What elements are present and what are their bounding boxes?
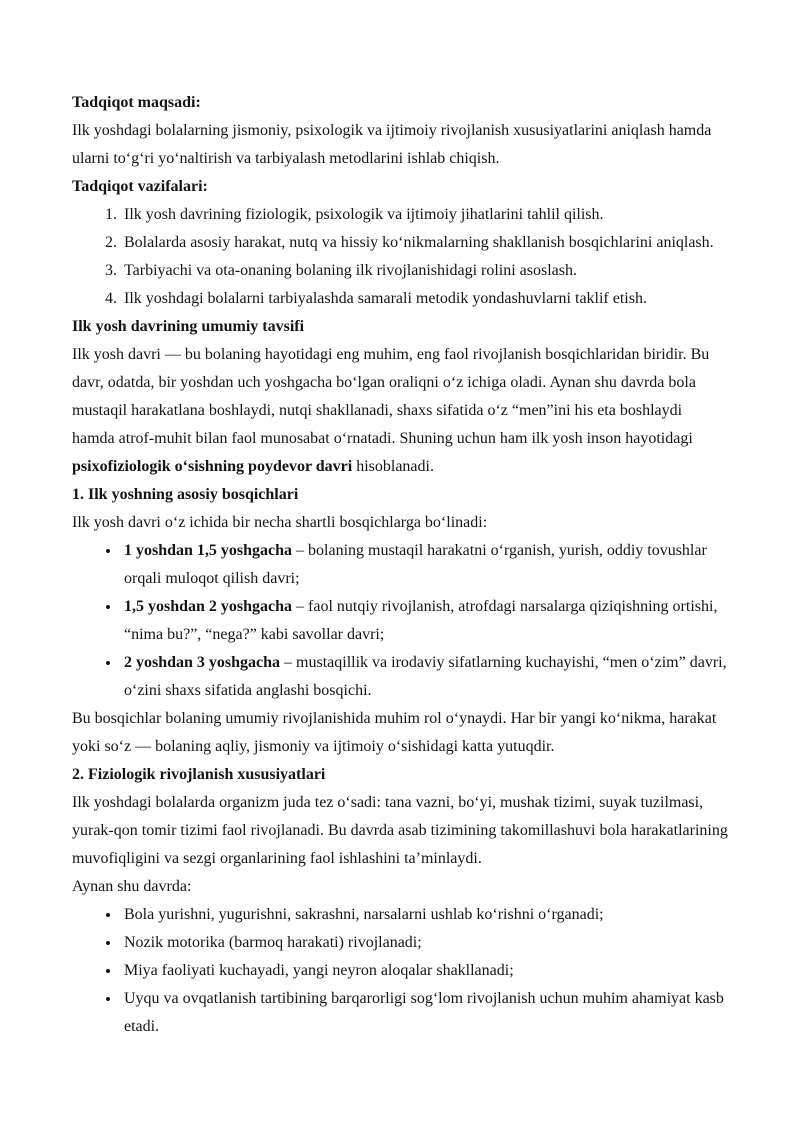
paragraph-bosqich-outro: Bu bosqichlar bolaning umumiy rivojlanishida muhim rol o‘ynaydi. Har bir yangi ko‘nikma, harakat yoki so‘z — bolaning aqliy, jismoniy va ijtimoiy o‘sishidagi katta yutuqdir. [72,710,717,755]
paragraph-tavsif [72,341,728,481]
list-item: 3. Tarbiyachi va ota-onaning bolaning ilk rivojlanishidagi rolini asoslash. [121,257,728,285]
list-item: • Uyqu va ovqatlanish tartibining barqarorligi sog‘lom rivojlanish uchun muhim ahamiyat kasb etadi. [121,985,728,1041]
text-run: – bolaning mustaqil harakatni o‘rganish, yurish, oddiy tovushlar orqali muloqot qilish davri; [124,542,707,587]
list-item: • Nozik motorika (barmoq harakati) rivojlanadi; [121,929,728,957]
bold-text-run: 1 yoshdan 1,5 yoshgacha [124,542,293,559]
facts-bullet-list [72,901,728,1041]
tasks-numbered-list [72,201,728,313]
paragraph-aynan-shu-davrda: Aynan shu davrda: [72,878,192,895]
list-item [121,537,728,593]
bold-text-run: psixofiziologik o‘sishning poydevor davri [72,458,353,475]
list-item [121,593,728,649]
list-item: • Bola yurishni, yugurishni, sakrashni, narsalarni ushlab ko‘rishni o‘rganadi; [121,901,728,929]
heading-fiziologik-rivojlanish: 2. Fiziologik rivojlanish xususiyatlari [72,766,326,783]
stages-bullet-list [72,537,728,705]
heading-tadqiqot-vazifalari: Tadqiqot vazifalari: [72,178,208,195]
paragraph-fiziologik: Ilk yoshdagi bolalarda organizm juda tez o‘sadi: tana vazni, bo‘yi, mushak tizimi, suyak tuzilmasi, yurak-qon tomir tizimi faol rivojlanadi. Bu davrda asab tizimining takomillashuvi bola harakatlarining muvofiqligini va sezgi organlarining faol ishlashini ta’minlaydi. [72,794,728,867]
list-item [121,649,728,705]
heading-umumiy-tavsifi: Ilk yosh davrining umumiy tavsifi [72,318,305,335]
bold-text-run: 2 yoshdan 3 yoshgacha [124,654,281,671]
list-item: • Miya faoliyati kuchayadi, yangi neyron aloqalar shakllanadi; [121,957,728,985]
text-run: hisoblanadi. [352,458,434,475]
text-run: Ilk yosh davri — bu bolaning hayotidagi eng muhim, eng faol rivojlanish bosqichlaridan biridir. Bu davr, odatda, bir yoshdan uch yoshgacha bo‘lgan oraliqni o‘z ichiga oladi. Aynan shu davrda bola mustaqil harakatlana boshlaydi, nutqi shakllanadi, shaxs sifatida o‘z “men”ini his eta boshlaydi hamda atrof-muhit bilan faol munosabat o‘rnatadi. Shuning uchun ham ilk yosh inson hayotidagi [72,346,710,447]
text-run: – faol nutqiy rivojlanish, atrofdagi narsalarga qiziqishning ortishi, “nima bu?”, “nega?” kabi savollar davri; [124,598,718,643]
list-item: 1. Ilk yosh davrining fiziologik, psixologik va ijtimoiy jihatlarini tahlil qilish. [121,201,728,229]
paragraph-maqsad: Ilk yoshdagi bolalarning jismoniy, psixologik va ijtimoiy rivojlanish xususiyatlarini aniqlash hamda ularni to‘g‘ri yo‘naltirish va tarbiyalash metodlarini ishlab chiqish. [72,122,712,167]
list-item: 4. Ilk yoshdagi bolalarni tarbiyalashda samarali metodik yondashuvlarni taklif etish. [121,285,728,313]
bold-text-run: 1,5 yoshdan 2 yoshgacha [124,598,293,615]
list-item: 2. Bolalarda asosiy harakat, nutq va hissiy ko‘nikmalarning shakllanish bosqichlarini aniqlash. [121,229,728,257]
paragraph-bosqich-intro: Ilk yosh davri o‘z ichida bir necha shartli bosqichlarga bo‘linadi: [72,514,488,531]
text-run: – mustaqillik va irodaviy sifatlarning kuchayishi, “men o‘zim” davri, o‘zini shaxs sifatida anglashi bosqichi. [124,654,727,699]
heading-tadqiqot-maqsadi: Tadqiqot maqsadi: [72,94,201,111]
heading-asosiy-bosqichlari: 1. Ilk yoshning asosiy bosqichlari [72,486,299,503]
